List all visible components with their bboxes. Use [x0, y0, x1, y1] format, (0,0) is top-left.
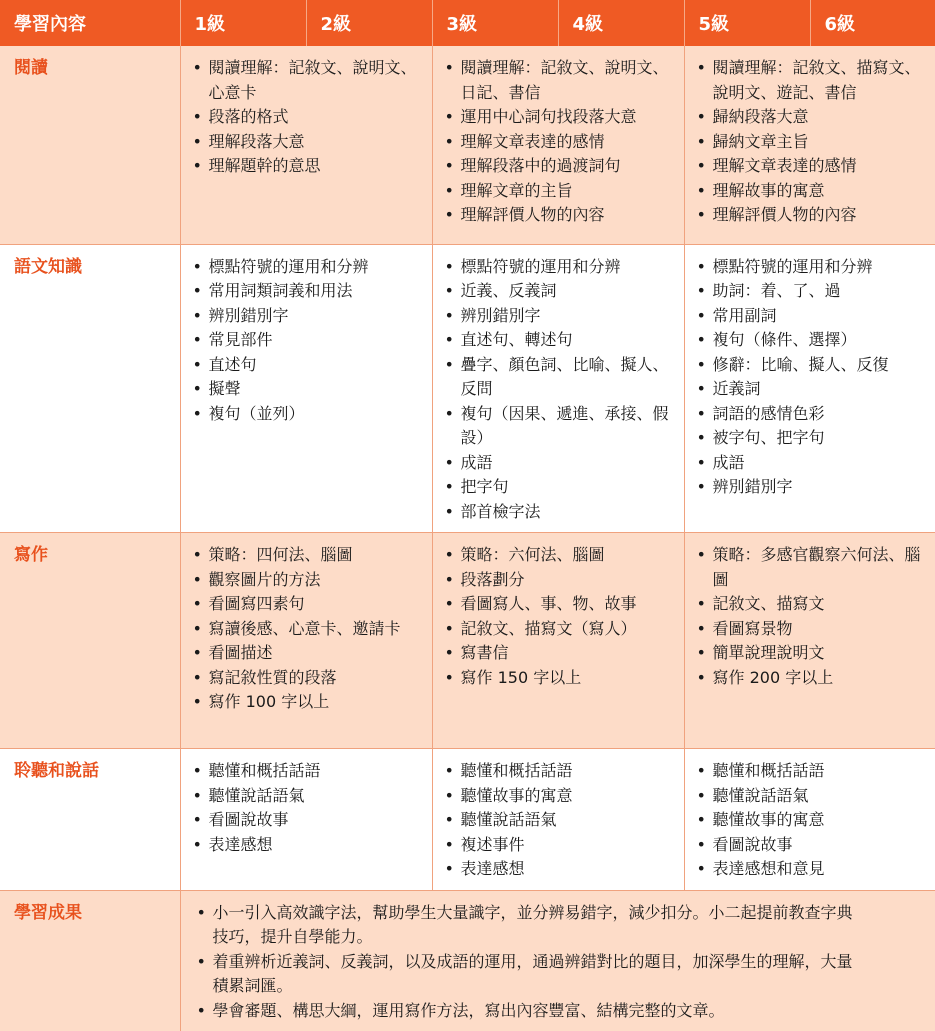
list-item-text: 看圖說故事 [712, 834, 793, 854]
outcome-cell [180, 890, 935, 1031]
bullet-icon: • [192, 810, 202, 829]
cell-grade-1-2 [180, 244, 432, 533]
list-item-text: 近義、反義詞 [460, 281, 557, 300]
header-grade-2: 2級 [306, 0, 432, 46]
bullet-icon: • [696, 156, 706, 175]
bullet-icon: • [696, 281, 706, 300]
list-item-text: 辨別錯別字 [460, 305, 541, 325]
bullet-icon: • [444, 354, 454, 374]
list-item-text: 小一引入高效識字法，幫助學生大量識字，並分辨易錯字，減少扣分。小二起提前教查字典技巧，提升自學能力。 [212, 902, 853, 946]
list-item [445, 353, 676, 402]
list-item [697, 833, 928, 858]
bullet-icon: • [192, 785, 202, 805]
list-item-text: 聽懂和概括話語 [208, 761, 321, 780]
list-item [697, 402, 928, 427]
list-item [193, 543, 424, 568]
bullet-icon: • [696, 180, 706, 200]
bullet-icon: • [192, 667, 202, 687]
list-item [193, 759, 424, 784]
list-item [445, 255, 676, 280]
bullet-icon: • [192, 761, 202, 780]
list-item-text: 寫作 150 字以上 [460, 667, 582, 687]
list-item [193, 255, 424, 280]
bullet-icon: • [696, 545, 706, 564]
header-grade-4: 4級 [558, 0, 684, 46]
bullet-icon: • [192, 305, 202, 325]
cell-grade-3-4 [432, 244, 684, 533]
list-item-text: 寫讀後感、心意卡、邀請卡 [208, 618, 401, 638]
bullet-icon: • [192, 330, 202, 349]
list-item [697, 641, 928, 666]
list-item-text: 寫作 100 字以上 [208, 692, 330, 711]
list-item [697, 179, 928, 204]
list-item [193, 377, 424, 402]
list-item-text: 歸納文章主旨 [712, 131, 809, 151]
bullet-icon: • [444, 569, 454, 589]
bullet-icon: • [444, 281, 454, 300]
list-item-text: 運用中心詞句找段落大意 [460, 107, 637, 126]
list-item [697, 426, 928, 451]
cell-grade-3-4 [432, 46, 684, 244]
list-item-text: 近義詞 [712, 379, 761, 398]
list-item-text: 表達感想 [460, 859, 525, 878]
list-item-text: 理解評價人物的內容 [460, 205, 605, 224]
list-item [193, 617, 424, 642]
list-item-text: 常用詞類詞義和用法 [208, 281, 353, 300]
bullet-icon: • [696, 428, 706, 447]
row-learning-outcome [0, 890, 935, 1031]
list-item [193, 592, 424, 617]
bullet-icon: • [196, 1000, 206, 1020]
list-item [697, 203, 928, 228]
list-item [697, 105, 928, 130]
list-item [445, 203, 676, 228]
row-label: 學習成果 [0, 890, 180, 1031]
list-item [697, 451, 928, 476]
bullet-icon: • [444, 501, 454, 521]
list-item [445, 641, 676, 666]
list-item [697, 130, 928, 155]
bullet-icon: • [192, 692, 202, 711]
list-item-text: 寫作 200 字以上 [712, 667, 834, 687]
header-grade-1: 1級 [180, 0, 306, 46]
bullet-icon: • [192, 618, 202, 638]
list-item-text: 複句（條件、選擇） [712, 330, 857, 349]
cell-grade-1-2 [180, 533, 432, 749]
list-item [193, 328, 424, 353]
list-item [193, 808, 424, 833]
row-listening-speaking [0, 749, 935, 891]
bullet-icon: • [444, 205, 454, 224]
bullet-icon: • [196, 951, 206, 971]
list-item-text: 被字句、把字句 [712, 428, 825, 447]
list-item [697, 328, 928, 353]
bullet-icon: • [696, 452, 706, 472]
list-item-text: 複句（因果、遞進、承接、假設） [460, 403, 669, 447]
bullet-icon: • [192, 156, 202, 175]
list-item [697, 543, 928, 592]
list-item-text: 策略：六何法、腦圖 [460, 545, 605, 564]
cell-grade-5-6 [684, 749, 935, 891]
list-item [697, 353, 928, 378]
bullet-icon: • [196, 902, 206, 922]
bullet-icon: • [696, 618, 706, 638]
bullet-icon: • [696, 131, 706, 151]
list-item-text: 理解文章的主旨 [460, 180, 573, 200]
bullet-icon: • [444, 403, 454, 423]
bullet-icon: • [192, 594, 202, 613]
list-item-text: 標點符號的運用和分辨 [460, 256, 621, 276]
list-item-text: 理解文章表達的感情 [712, 156, 857, 175]
list-item-text: 閱讀理解：記敘文、說明文、心意卡 [208, 58, 417, 102]
bullet-icon: • [696, 107, 706, 126]
list-item-text: 看圖寫四素句 [208, 594, 305, 613]
list-item-text: 閱讀理解：記敘文、說明文、日記、書信 [460, 58, 669, 102]
bullet-icon: • [192, 834, 202, 854]
bullet-icon: • [192, 131, 202, 151]
list-item-text: 標點符號的運用和分辨 [208, 256, 369, 276]
list-item [697, 255, 928, 280]
list-item-text: 記敘文、描寫文 [712, 594, 825, 613]
bullet-icon: • [192, 545, 202, 564]
list-item-text: 看圖寫人、事、物、故事 [460, 594, 637, 613]
list-item [445, 857, 676, 882]
list-item-text: 寫記敘性質的段落 [208, 667, 337, 687]
list-item [445, 666, 676, 691]
list-item-text: 段落的格式 [208, 107, 289, 126]
bullet-icon: • [192, 354, 202, 374]
bullet-icon: • [192, 107, 202, 126]
bullet-icon: • [444, 180, 454, 200]
list-item-text: 歸納段落大意 [712, 107, 809, 126]
list-item-text: 擬聲 [208, 379, 241, 398]
list-item-text: 理解題幹的意思 [208, 156, 321, 175]
list-item [445, 328, 676, 353]
bullet-icon: • [696, 305, 706, 325]
list-item-text: 聽懂說話語氣 [460, 810, 557, 829]
list-item-text: 標點符號的運用和分辨 [712, 256, 873, 276]
list-item-text: 部首檢字法 [460, 501, 541, 521]
bullet-icon: • [696, 379, 706, 398]
list-item [445, 543, 676, 568]
list-item [193, 279, 424, 304]
cell-grade-5-6 [684, 244, 935, 533]
list-item [193, 304, 424, 329]
list-item [193, 568, 424, 593]
header-grade-6: 6級 [810, 0, 935, 46]
list-item-text: 記敘文、描寫文（寫人） [460, 618, 637, 638]
list-item-text: 段落劃分 [460, 569, 525, 589]
list-item-text: 着重辨析近義詞、反義詞，以及成語的運用，通過辨錯對比的題目，加深學生的理解，大量積累詞匯。 [212, 951, 853, 995]
bullet-icon: • [444, 452, 454, 472]
bullet-icon: • [444, 785, 454, 805]
list-item-text: 觀察圖片的方法 [208, 569, 321, 589]
cell-grade-3-4 [432, 749, 684, 891]
list-item [197, 901, 856, 950]
list-item [697, 666, 928, 691]
list-item-text: 直述句 [208, 354, 257, 374]
list-item-text: 辨別錯別字 [712, 477, 793, 496]
list-item [193, 641, 424, 666]
list-item [193, 833, 424, 858]
list-item [445, 402, 676, 451]
bullet-icon: • [192, 58, 202, 77]
bullet-icon: • [696, 594, 706, 613]
bullet-icon: • [696, 477, 706, 496]
list-item-text: 助詞：着、了、過 [712, 281, 841, 300]
header-subject: 學習內容 [0, 0, 180, 46]
list-item [445, 105, 676, 130]
bullet-icon: • [444, 330, 454, 349]
list-item [197, 999, 856, 1024]
list-item [697, 377, 928, 402]
list-item-text: 聽懂和概括話語 [712, 761, 825, 780]
bullet-icon: • [696, 667, 706, 687]
bullet-icon: • [444, 305, 454, 325]
bullet-icon: • [696, 810, 706, 829]
list-item [445, 179, 676, 204]
list-item-text: 理解評價人物的內容 [712, 205, 857, 224]
header-grade-3: 3級 [432, 0, 558, 46]
list-item-text: 疊字、顏色詞、比喻、擬人、反問 [460, 354, 669, 398]
list-item-text: 聽懂和概括話語 [460, 761, 573, 780]
list-item-text: 看圖寫景物 [712, 618, 793, 638]
bullet-icon: • [192, 281, 202, 300]
list-item [193, 402, 424, 427]
list-item [193, 784, 424, 809]
bullet-icon: • [696, 859, 706, 878]
bullet-icon: • [444, 643, 454, 662]
row-label: 閱讀 [0, 46, 180, 244]
list-item [445, 451, 676, 476]
list-item [697, 154, 928, 179]
list-item-text: 成語 [460, 452, 493, 472]
list-item-text: 詞語的感情色彩 [712, 403, 825, 423]
bullet-icon: • [696, 205, 706, 224]
bullet-icon: • [444, 618, 454, 638]
list-item-text: 常見部件 [208, 330, 273, 349]
list-item-text: 聽懂故事的寓意 [712, 810, 825, 829]
cell-grade-5-6 [684, 46, 935, 244]
list-item-text: 理解故事的寓意 [712, 180, 825, 200]
list-item-text: 常用副詞 [712, 305, 777, 325]
list-item-text: 成語 [712, 452, 745, 472]
list-item-text: 策略：四何法、腦圖 [208, 545, 353, 564]
list-item [445, 592, 676, 617]
bullet-icon: • [444, 107, 454, 126]
row-writing [0, 533, 935, 749]
list-item [193, 130, 424, 155]
bullet-icon: • [444, 594, 454, 613]
list-item [193, 353, 424, 378]
list-item-text: 策略：多感官觀察六何法、腦圖 [712, 545, 921, 589]
row-label: 語文知識 [0, 244, 180, 533]
row-reading [0, 46, 935, 244]
bullet-icon: • [696, 643, 706, 662]
list-item [445, 617, 676, 642]
bullet-icon: • [192, 569, 202, 589]
bullet-icon: • [696, 834, 706, 854]
list-item-text: 複句（並列） [208, 403, 305, 423]
list-item [193, 56, 424, 105]
list-item-text: 表達感想和意見 [712, 859, 825, 878]
row-label: 聆聽和說話 [0, 749, 180, 891]
bullet-icon: • [444, 256, 454, 276]
list-item [445, 475, 676, 500]
list-item [697, 759, 928, 784]
bullet-icon: • [696, 354, 706, 374]
list-item-text: 把字句 [460, 477, 509, 496]
bullet-icon: • [192, 256, 202, 276]
list-item [193, 690, 424, 715]
bullet-icon: • [444, 761, 454, 780]
list-item [445, 130, 676, 155]
bullet-icon: • [192, 403, 202, 423]
bullet-icon: • [444, 131, 454, 151]
list-item-text: 聽懂說話語氣 [712, 785, 809, 805]
list-item-text: 閱讀理解：記敘文、描寫文、說明文、遊記、書信 [712, 58, 921, 102]
row-label: 寫作 [0, 533, 180, 749]
bullet-icon: • [444, 58, 454, 77]
list-item [193, 666, 424, 691]
bullet-icon: • [444, 156, 454, 175]
list-item [445, 154, 676, 179]
cell-grade-1-2 [180, 46, 432, 244]
list-item [697, 304, 928, 329]
list-item-text: 看圖描述 [208, 643, 273, 662]
list-item-text: 聽懂故事的寓意 [460, 785, 573, 805]
list-item-text: 學會審題、構思大綱，運用寫作方法，寫出內容豐富、結構完整的文章。 [212, 1000, 725, 1020]
bullet-icon: • [696, 761, 706, 780]
list-item-text: 修辭：比喻、擬人、反復 [712, 354, 889, 374]
list-item [697, 475, 928, 500]
list-item [697, 592, 928, 617]
list-item [697, 784, 928, 809]
list-item-text: 聽懂說話語氣 [208, 785, 305, 805]
cell-grade-3-4 [432, 533, 684, 749]
list-item [697, 56, 928, 105]
list-item [697, 617, 928, 642]
list-item [193, 154, 424, 179]
list-item [445, 808, 676, 833]
list-item-text: 理解段落中的過渡詞句 [460, 156, 621, 175]
list-item-text: 複述事件 [460, 834, 525, 854]
row-language-knowledge [0, 244, 935, 533]
bullet-icon: • [696, 330, 706, 349]
list-item [697, 279, 928, 304]
list-item [445, 500, 676, 525]
cell-grade-5-6 [684, 533, 935, 749]
list-item-text: 理解文章表達的感情 [460, 131, 605, 151]
bullet-icon: • [444, 859, 454, 878]
bullet-icon: • [192, 379, 202, 398]
header-row [0, 0, 935, 46]
list-item [445, 833, 676, 858]
list-item-text: 表達感想 [208, 834, 273, 854]
bullet-icon: • [444, 810, 454, 829]
list-item-text: 寫書信 [460, 643, 509, 662]
bullet-icon: • [444, 545, 454, 564]
bullet-icon: • [696, 256, 706, 276]
bullet-icon: • [696, 403, 706, 423]
list-item [193, 105, 424, 130]
list-item-text: 理解段落大意 [208, 131, 305, 151]
header-grade-5: 5級 [684, 0, 810, 46]
bullet-icon: • [696, 58, 706, 77]
list-item [445, 784, 676, 809]
list-item [445, 279, 676, 304]
cell-grade-1-2 [180, 749, 432, 891]
list-item-text: 簡單說理說明文 [712, 643, 825, 662]
bullet-icon: • [444, 834, 454, 854]
list-item [445, 759, 676, 784]
list-item [445, 304, 676, 329]
list-item-text: 辨別錯別字 [208, 305, 289, 325]
bullet-icon: • [444, 667, 454, 687]
bullet-icon: • [444, 477, 454, 496]
bullet-icon: • [696, 785, 706, 805]
list-item [197, 950, 856, 999]
list-item [445, 56, 676, 105]
list-item [445, 568, 676, 593]
list-item [697, 808, 928, 833]
list-item-text: 看圖說故事 [208, 810, 289, 829]
bullet-icon: • [192, 643, 202, 662]
list-item [697, 857, 928, 882]
list-item-text: 直述句、轉述句 [460, 330, 573, 349]
